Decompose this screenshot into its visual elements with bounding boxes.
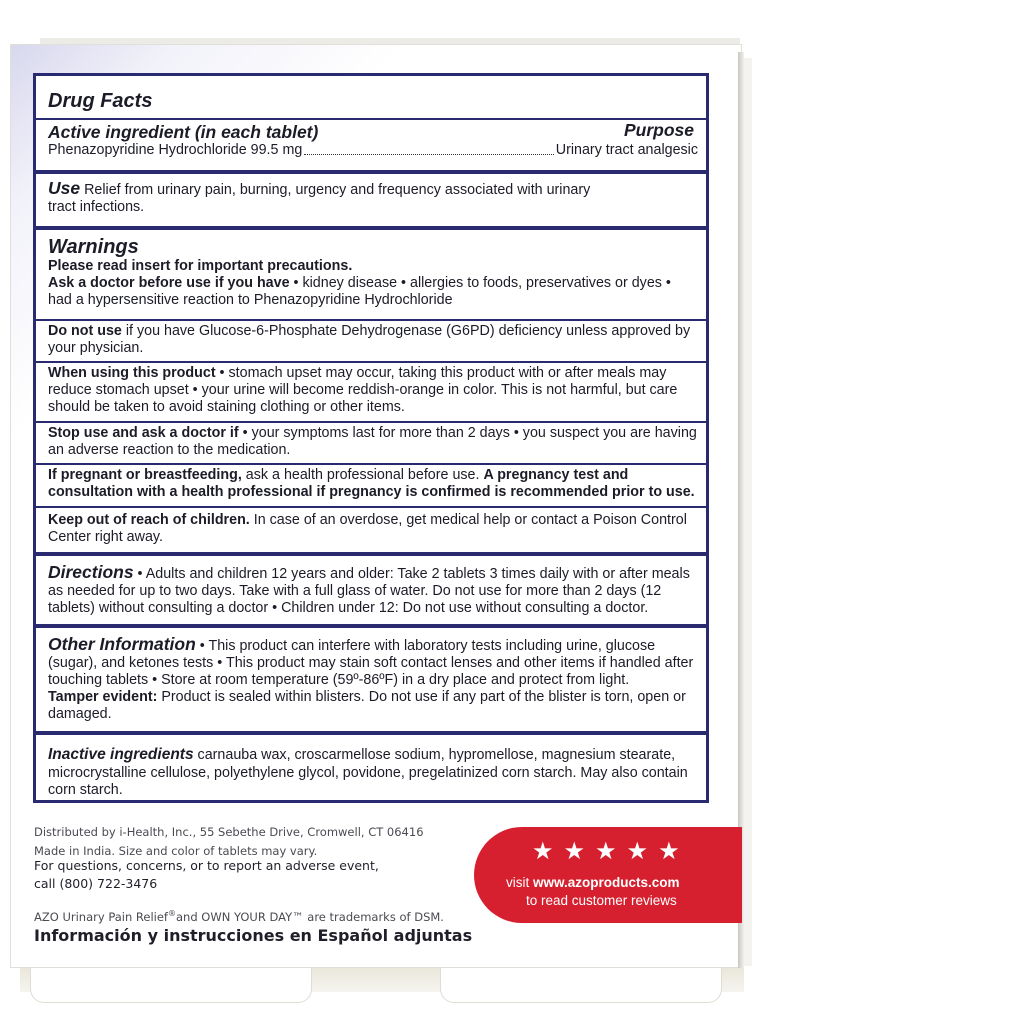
- stop-use-label: Stop use and ask a doctor if: [48, 425, 239, 441]
- stop-use-text: • your symptoms last for more than 2 days • you suspect you are having an adverse reaction to the medication.: [48, 425, 697, 458]
- purpose-heading: Purpose: [623, 120, 694, 140]
- inactive-ingredients-text: carnauba wax, croscarmellose sodium, hypromellose, magnesium stearate, microcrystalline cellulose, polyethylene glycol, povidone, pregelatinized corn starch. May also contain corn starch.: [48, 747, 688, 798]
- active-ingredient-heading: Active ingredient (in each tablet): [48, 122, 319, 142]
- do-not-use-section: [36, 319, 706, 361]
- ask-doctor-text: • kidney disease • allergies to foods, preservatives or dyes • had a hypersensitive reaction to Phenazopyridine Hydrochloride: [48, 275, 671, 308]
- box-tab-left: [30, 962, 312, 1003]
- when-using-section: [36, 361, 706, 421]
- drug-facts-panel: [33, 73, 709, 803]
- active-ingredient-section: [36, 118, 706, 170]
- directions-text: • Adults and children 12 years and older: Take 2 tablets 3 times daily with or after meals as needed for up to two days. Take with a full glass of water. Do not use for more than 2 days (12 tablets) without consulting a doctor • Children under 12: Do not use without consulting a doctor.: [48, 566, 690, 616]
- warnings-heading: Warnings: [48, 236, 139, 258]
- other-information-section: [36, 624, 706, 731]
- made-in-line: Made in India. Size and color of tablets may vary.: [34, 844, 318, 858]
- do-not-use-text: if you have Glucose-6-Phosphate Dehydrogenase (G6PD) deficiency unless approved by your physician.: [48, 323, 691, 356]
- directions-heading: Directions: [48, 562, 134, 582]
- phone-line: call (800) 722-3476: [34, 876, 158, 891]
- star-icon: ★: [595, 837, 617, 865]
- box-tab-right: [440, 962, 722, 1003]
- other-information-heading: Other Information: [48, 634, 196, 654]
- ingredient-purpose: Urinary tract analgesic: [555, 142, 698, 158]
- trademark-line: [34, 906, 444, 925]
- other-information-text: • This product can interfere with laboratory tests including urine, glucose (sugar), and ketones tests • This product may stain soft contact lenses and other items if handled after touching tablets • Store at room temperature (59º-86ºF) in a dry place and protect from light.: [48, 638, 694, 688]
- spanish-instructions-line: Información y instrucciones en Español adjuntas: [34, 926, 473, 945]
- directions-section: [36, 552, 706, 624]
- keep-out-label: Keep out of reach of children.: [48, 512, 250, 528]
- inactive-ingredients-section: [36, 731, 706, 800]
- promo-visit-line: [506, 875, 680, 890]
- reviews-promo-badge: [474, 827, 742, 923]
- pregnant-text: ask a health professional before use.: [241, 467, 484, 483]
- registered-mark: ®: [168, 909, 176, 918]
- ask-doctor-label: Ask a doctor before use if you have: [48, 275, 290, 291]
- use-heading: Use: [48, 178, 81, 198]
- keep-out-text: In case of an overdose, get medical help or contact a Poison Control Center right away.: [48, 512, 687, 545]
- warnings-section: [36, 226, 706, 319]
- other-information-text-block: [48, 634, 698, 689]
- star-icon: ★: [563, 837, 586, 865]
- keep-out-section: [36, 506, 706, 552]
- distributor-line: Distributed by i-Health, Inc., 55 Sebethe Drive, Cromwell, CT 06416: [34, 825, 424, 839]
- drug-facts-title-section: [36, 90, 706, 112]
- promo-reviews-line: to read customer reviews: [526, 893, 677, 908]
- dot-leader: [304, 153, 553, 155]
- when-using-text: • stomach upset may occur, taking this product with or after meals may reduce stomach upset • your urine will become reddish-orange in color. This is not harmful, but care should be taken to avoid staining clothing or other items.: [48, 365, 678, 415]
- pregnant-label: If pregnant or breastfeeding,: [48, 467, 242, 483]
- use-text: Relief from urinary pain, burning, urgency and frequency associated with urinary tract infections.: [48, 182, 591, 215]
- promo-url: www.azoproducts.com: [533, 875, 680, 890]
- use-section: [36, 170, 706, 226]
- rating-stars: [532, 839, 680, 863]
- do-not-use-label: Do not use: [48, 323, 122, 339]
- star-icon: ★: [532, 837, 554, 865]
- stop-use-section: [36, 421, 706, 463]
- warnings-insert: Please read insert for important precautions.: [48, 258, 353, 274]
- ingredient-row: [48, 142, 698, 159]
- tamper-evident-text: Product is sealed within blisters. Do not use if any part of the blister is torn, open or damaged.: [48, 689, 686, 722]
- trademark-product: AZO Urinary Pain Relief: [34, 909, 168, 924]
- star-icon: ★: [658, 837, 680, 865]
- star-icon: ★: [626, 837, 649, 865]
- drug-facts-title: Drug Facts: [48, 90, 153, 112]
- inactive-ingredients-heading: Inactive ingredients: [48, 746, 194, 763]
- ask-doctor-warning: [48, 275, 690, 309]
- promo-visit-prefix: visit: [506, 875, 533, 890]
- ingredient-name: Phenazopyridine Hydrochloride 99.5 mg: [48, 142, 303, 158]
- tamper-evident-label: Tamper evident:: [48, 689, 158, 705]
- box-side: [744, 58, 752, 966]
- pregnant-bold-text: A pregnancy test and consultation with a health professional if pregnancy is confirmed is recommended prior to use.: [48, 467, 695, 500]
- trademark-text: and OWN YOUR DAY™ are trademarks of DSM.: [176, 909, 444, 924]
- questions-line: For questions, concerns, or to report an adverse event,: [34, 858, 379, 873]
- pregnancy-section: [36, 463, 706, 506]
- when-using-label: When using this product: [48, 365, 216, 381]
- tamper-evident-text-block: [48, 689, 698, 723]
